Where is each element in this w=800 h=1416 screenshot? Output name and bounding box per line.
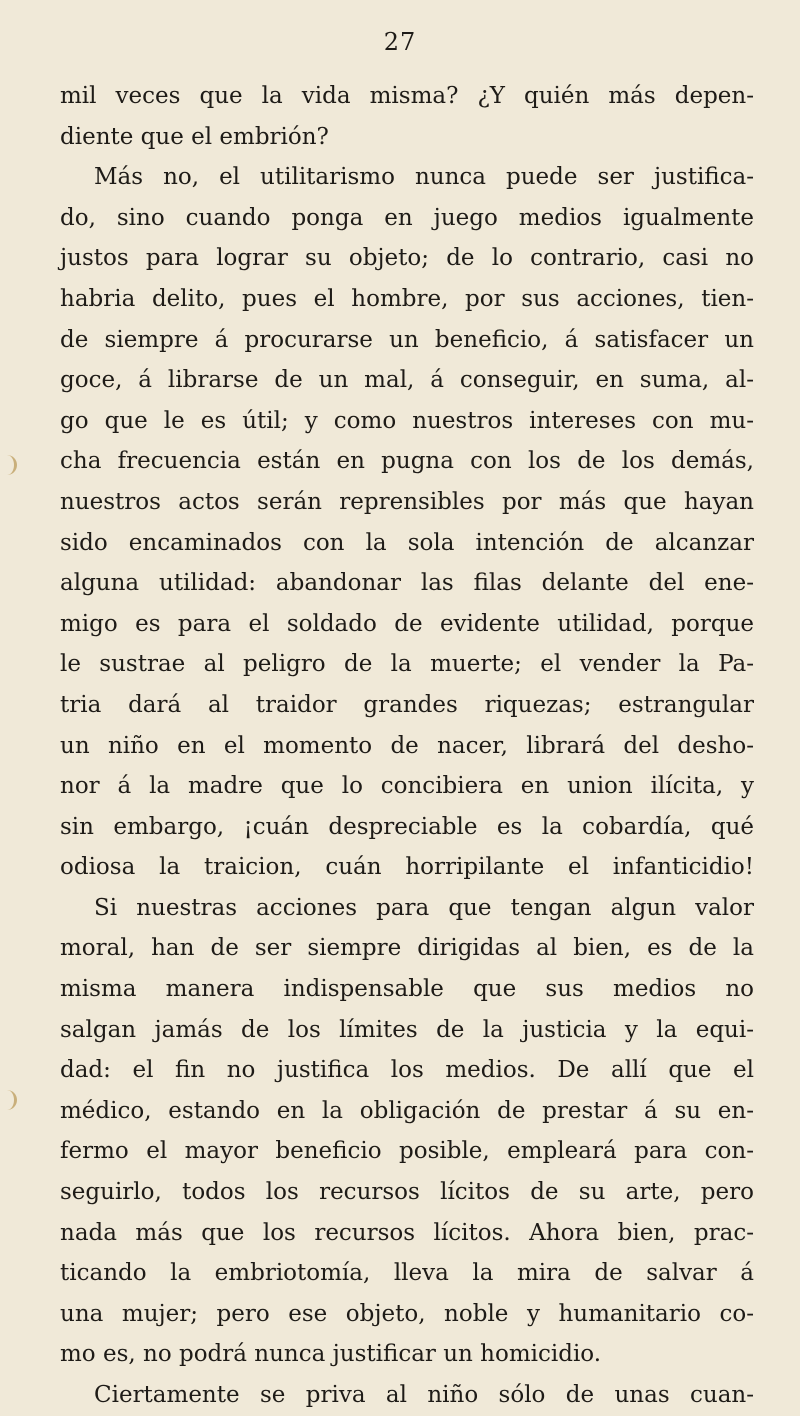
text-line: médico, estando en la obligación de prestar á su en- bbox=[60, 1097, 754, 1124]
page-number: 27 bbox=[383, 28, 417, 56]
margin-stain-mark bbox=[6, 1090, 17, 1110]
text-line: nada más que los recursos lícitos. Ahora bien, prac- bbox=[60, 1219, 754, 1246]
margin-stain-mark bbox=[6, 455, 17, 475]
text-line: misma manera indispensable que sus medios no bbox=[60, 976, 754, 1003]
text-line: goce, á librarse de un mal, á conseguir, en suma, al- bbox=[60, 367, 754, 394]
text-line: mil veces que la vida misma? ¿Y quién más depen- bbox=[60, 83, 754, 109]
text-line: sido encaminados con la sola intención de alcanzar bbox=[60, 529, 754, 556]
text-line: tria dará al traidor grandes riquezas; estrangular bbox=[60, 691, 754, 718]
text-line: migo es para el soldado de evidente utilidad, porque bbox=[60, 610, 754, 637]
text-line: salgan jamás de los límites de la justicia y la equi- bbox=[60, 1016, 754, 1043]
paragraph-start-line: Si nuestras acciones para que tengan algun valor bbox=[94, 894, 754, 921]
text-line: nuestros actos serán reprensibles por más que hayan bbox=[60, 488, 754, 515]
text-line: diente que el embrión? bbox=[60, 123, 329, 150]
text-line: ticando la embriotomía, lleva la mira de salvar á bbox=[60, 1260, 754, 1287]
text-line: sin embargo, ¡cuán despreciable es la cobardía, qué bbox=[60, 813, 754, 840]
text-line: go que le es útil; y como nuestros intereses con mu- bbox=[60, 407, 754, 434]
text-line: le sustrae al peligro de la muerte; el vender la Pa- bbox=[60, 651, 754, 678]
paragraph-start-line: Ciertamente se priva al niño sólo de unas cuan- bbox=[94, 1382, 754, 1408]
text-line: fermo el mayor beneficio posible, empleará para con- bbox=[60, 1138, 754, 1165]
text-line: mo es, no podrá nunca justificar un homicidio. bbox=[60, 1341, 602, 1368]
text-line: seguirlo, todos los recursos lícitos de su arte, pero bbox=[60, 1179, 754, 1206]
text-line: habria delito, pues el hombre, por sus acciones, tien- bbox=[60, 285, 754, 312]
text-line: de siempre á procurarse un beneficio, á satisfacer un bbox=[60, 326, 754, 353]
text-line: do, sino cuando ponga en juego medios igualmente bbox=[60, 204, 754, 231]
text-line: odiosa la traicion, cuán horripilante el infanticidio! bbox=[60, 854, 754, 881]
body-text bbox=[60, 76, 754, 1416]
text-line: alguna utilidad: abandonar las filas delante del ene- bbox=[60, 570, 754, 597]
text-line: una mujer; pero ese objeto, noble y humanitario co- bbox=[60, 1300, 754, 1327]
text-line: nor á la madre que lo concibiera en union ilícita, y bbox=[60, 773, 754, 800]
text-line: justos para lograr su objeto; de lo contrario, casi no bbox=[60, 245, 754, 272]
text-line: moral, han de ser siempre dirigidas al bien, es de la bbox=[60, 935, 754, 962]
text-line: cha frecuencia están en pugna con los de los demás, bbox=[60, 448, 754, 475]
text-line: dad: el fin no justifica los medios. De allí que el bbox=[60, 1057, 754, 1084]
paragraph-start-line: Más no, el utilitarismo nunca puede ser justifica- bbox=[94, 164, 754, 191]
text-line: un niño en el momento de nacer, librará del desho- bbox=[60, 732, 754, 759]
